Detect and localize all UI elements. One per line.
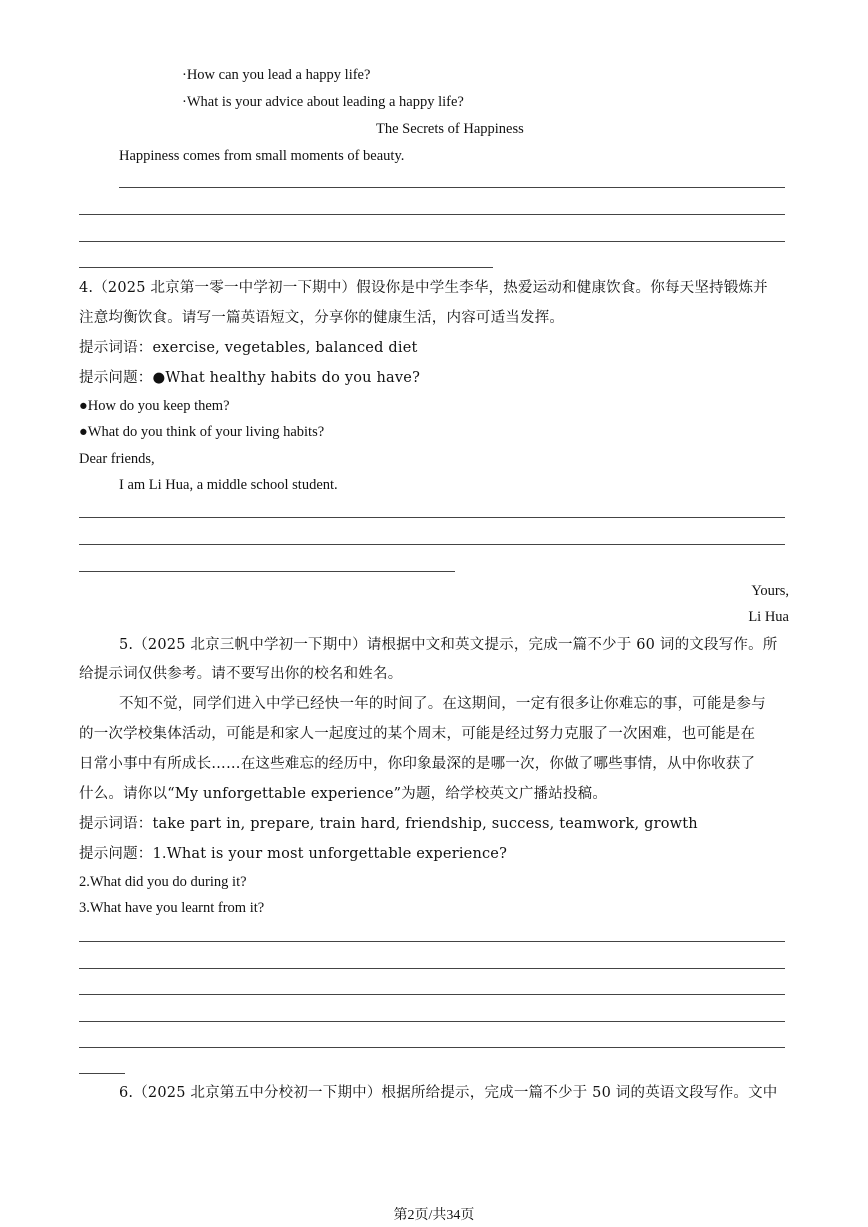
q3-essay-title: The Secrets of Happiness [376,121,524,137]
writing-line [79,517,785,518]
q5-context-line2: 的一次学校集体活动，可能是和家人一起度过的某个周末，可能是经过努力克服了一次困难，也可能是在 [79,726,756,742]
writing-line [79,1073,125,1074]
q4-instruction-line2: 注意均衡饮食。请写一篇英语短文，分享你的健康生活，内容可适当发挥。 [79,310,565,326]
q3-prompt-a: ·How can you lead a happy life? [182,67,371,83]
q4-keywords: 提示词语：exercise, vegetables, balanced diet [79,340,418,356]
q4-signature: Li Hua [748,609,789,625]
q4-instruction-line1: 4.（2025 北京第一零一中学初一下期中）假设你是中学生李华，热爱运动和健康饮食。你每天坚持锻炼并 [79,280,768,296]
writing-line [79,544,785,545]
writing-line [79,1021,785,1022]
q4-question2: ●How do you keep them? [79,398,230,414]
q5-instruction-line1: 5.（2025 北京三帆中学初一下期中）请根据中文和英文提示，完成一篇不少于 60 词的文段写作。所 [119,637,778,653]
q4-question1: 提示问题：●What healthy habits do you have? [79,370,421,386]
q3-prompt-b: ·What is your advice about leading a happy life? [182,94,464,110]
writing-line [79,994,785,995]
q5-context-line4: 什么。请你以“My unforgettable experience”为题，给学校英文广播站投稿。 [79,786,608,802]
q5-instruction-line2: 给提示词仅供参考。请不要写出你的校名和姓名。 [79,666,403,682]
q5-context-line1: 不知不觉，同学们进入中学已经快一年的时间了。在这期间，一定有很多让你难忘的事，可能是参与 [119,696,766,712]
writing-line [119,187,785,188]
q5-context-line3: 日常小事中有所成长……在这些难忘的经历中，你印象最深的是哪一次，你做了哪些事情，从中你收获了 [79,756,756,772]
writing-line [79,241,785,242]
writing-line [79,214,785,215]
q5-question3: 3.What have you learnt from it? [79,900,265,916]
q5-keywords: 提示词语：take part in, prepare, train hard, friendship, success, teamwork, growth [79,816,698,832]
q5-question1: 提示问题：1.What is your most unforgettable experience? [79,846,508,862]
q4-question3: ●What do you think of your living habits? [79,424,325,440]
q4-opening-line: I am Li Hua, a middle school student. [119,477,338,493]
q3-opening-line: Happiness comes from small moments of beauty. [119,148,405,164]
writing-line [79,941,785,942]
writing-line [79,968,785,969]
page-number: 第2页/共34页 [393,1208,475,1223]
q6-instruction-line1: 6.（2025 北京第五中分校初一下期中）根据所给提示，完成一篇不少于 50 词的英语文段写作。文中 [119,1085,778,1101]
q4-closing: Yours, [751,583,789,599]
writing-line [79,267,493,268]
q4-salutation: Dear friends, [79,451,155,467]
writing-line [79,571,455,572]
writing-line [79,1047,785,1048]
q5-question2: 2.What did you do during it? [79,874,247,890]
